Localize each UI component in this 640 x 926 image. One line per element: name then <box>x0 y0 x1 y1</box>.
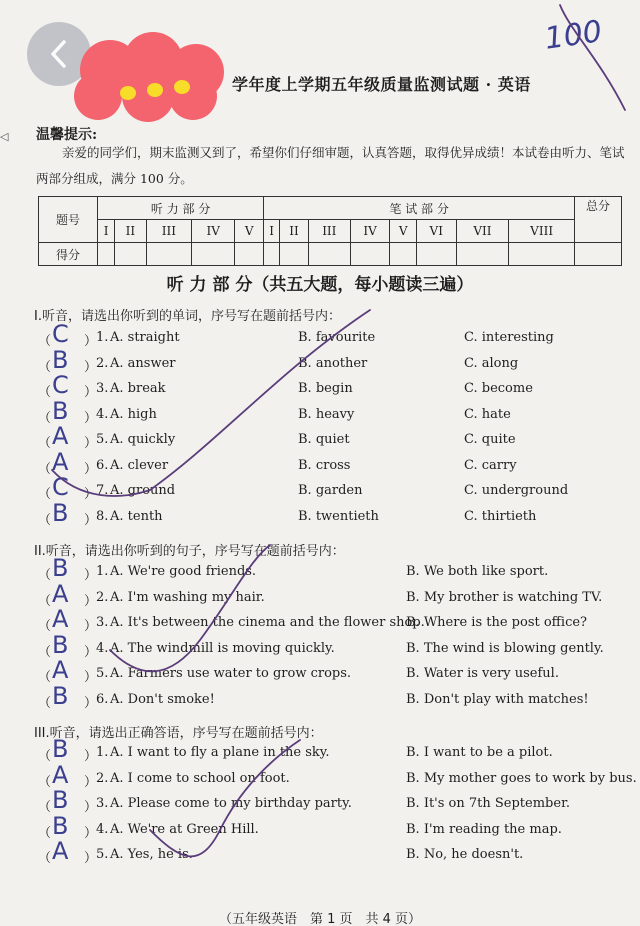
question-row <box>0 579 640 612</box>
question-number: 2. <box>96 589 109 605</box>
answer-letter: A <box>52 579 69 608</box>
answer-letter: B <box>52 681 69 710</box>
option-b: B. another <box>298 355 368 371</box>
open-paren: （ <box>38 695 52 711</box>
option-b: B. No, he doesn't. <box>406 847 524 862</box>
option-c: C. quite <box>464 432 516 447</box>
exam-title: 学年度上学期五年级质量监测试题 · 英语 <box>232 75 531 94</box>
option-a: A. high <box>110 406 157 422</box>
option-c: C. hate <box>464 406 511 422</box>
option-b: B. Where is the post office? <box>406 615 588 630</box>
option-b: B. favourite <box>298 330 376 345</box>
question-number: 4. <box>96 640 109 656</box>
close-paren: ） <box>84 644 98 660</box>
option-c: C. become <box>464 381 533 396</box>
score-cell <box>456 243 509 266</box>
answer-letter: B <box>52 345 69 374</box>
question-number: 7. <box>96 483 109 498</box>
option-a: A. I come to school on foot. <box>110 770 290 786</box>
question-row <box>0 422 640 454</box>
open-paren: （ <box>38 670 52 685</box>
close-paren: ） <box>84 851 98 866</box>
option-a: A. Yes, he is. <box>110 847 193 862</box>
part3-heading: III.听音，请选出正确答语，序号写在题前括号内： <box>34 726 323 741</box>
question-row <box>0 447 640 480</box>
close-paren: ） <box>84 512 98 528</box>
question-row <box>0 811 640 844</box>
question-number: 8. <box>96 508 109 524</box>
section-title: 听 力 部 分（共五大题，每小题读三遍） <box>166 275 474 295</box>
col-label: V <box>390 220 417 243</box>
close-paren: ） <box>84 568 98 583</box>
answer-letter: A <box>52 837 69 865</box>
option-a: A. We're at Green Hill. <box>110 821 259 837</box>
option-b: B. cross <box>298 457 351 473</box>
question-number-label: 题号 <box>39 197 98 243</box>
option-b: B. The wind is blowing gently. <box>406 640 604 656</box>
close-paren: ） <box>84 410 98 426</box>
question-row <box>0 320 640 352</box>
hint-heading: 温馨提示: <box>36 127 98 143</box>
open-paren: （ <box>38 749 52 764</box>
answer-letter: A <box>52 447 69 476</box>
handwritten-score <box>540 0 640 60</box>
page-footer: （五年级英语 第 1 页 共 4 页） <box>218 912 422 926</box>
total-label: 总分 <box>575 197 622 243</box>
score-label: 得分 <box>39 243 98 266</box>
option-b: B. Water is very useful. <box>406 666 559 681</box>
option-a: A. Don't smoke! <box>110 691 215 707</box>
close-paren: ） <box>84 593 98 609</box>
close-paren: ） <box>84 825 98 841</box>
close-paren: ） <box>84 670 98 685</box>
option-c: C. underground <box>464 483 569 498</box>
question-row <box>0 473 640 505</box>
question-number: 4. <box>96 406 109 422</box>
answer-letter: C <box>52 371 69 399</box>
option-a: A. straight <box>110 330 180 345</box>
privacy-sticker <box>58 30 236 122</box>
answer-letter: B <box>52 396 69 425</box>
option-b: B. My mother goes to work by bus. <box>406 770 637 786</box>
question-row <box>0 605 640 637</box>
score-cell <box>115 243 146 266</box>
score-cell <box>264 243 280 266</box>
close-paren: ） <box>84 436 98 451</box>
open-paren: （ <box>38 334 52 349</box>
close-paren: ） <box>84 385 98 400</box>
option-a: A. We're good friends. <box>110 564 257 579</box>
col-label: VI <box>416 220 456 243</box>
col-label: VII <box>456 220 509 243</box>
close-paren: ） <box>84 619 98 634</box>
question-row <box>0 345 640 378</box>
option-b: B. We both like sport. <box>406 564 549 579</box>
score-cell <box>308 243 350 266</box>
question-number: 6. <box>96 457 109 473</box>
score-cell <box>98 243 115 266</box>
question-row <box>0 554 640 586</box>
close-paren: ） <box>84 334 98 349</box>
question-row <box>0 760 640 793</box>
question-row <box>0 837 640 869</box>
option-a: A. clever <box>110 457 169 473</box>
question-row <box>0 656 640 688</box>
score-cell <box>390 243 417 266</box>
option-a: A. ground <box>110 483 176 498</box>
question-number: 5. <box>96 432 109 447</box>
part1-heading: I.听音，请选出你听到的单词，序号写在题前括号内： <box>34 309 341 324</box>
question-number: 1. <box>96 330 109 345</box>
close-paren: ） <box>84 774 98 790</box>
open-paren: （ <box>38 385 52 400</box>
score-cell <box>235 243 264 266</box>
col-label: III <box>308 220 350 243</box>
question-number: 2. <box>96 770 109 786</box>
open-paren: （ <box>38 800 52 815</box>
edge-mark: ◁ <box>0 130 9 143</box>
open-paren: （ <box>38 644 52 660</box>
question-row <box>0 396 640 429</box>
question-number: 6. <box>96 691 109 707</box>
answer-letter: A <box>52 656 69 684</box>
answer-letter: B <box>52 811 69 840</box>
answer-letter: A <box>52 760 69 789</box>
option-a: A. I want to fly a plane in the sky. <box>110 745 330 760</box>
score-cell <box>192 243 235 266</box>
question-number: 4. <box>96 821 109 837</box>
close-paren: ） <box>84 461 98 477</box>
open-paren: （ <box>38 487 52 502</box>
option-b: B. heavy <box>298 406 355 422</box>
answer-letter: B <box>52 630 69 659</box>
answer-letter: B <box>52 554 69 582</box>
answer-letter: C <box>52 320 69 348</box>
col-label: I <box>264 220 280 243</box>
col-label: IV <box>192 220 235 243</box>
option-a: A. break <box>110 381 166 396</box>
score-cell <box>575 243 622 266</box>
option-c: C. interesting <box>464 330 554 345</box>
question-row <box>0 735 640 767</box>
written-label: 笔 试 部 分 <box>264 197 575 220</box>
part2-heading: II.听音，请选出你听到的句子，序号写在题前括号内： <box>34 544 345 559</box>
open-paren: （ <box>38 359 52 375</box>
score-cell <box>416 243 456 266</box>
open-paren: （ <box>38 461 52 477</box>
option-b: B. I'm reading the map. <box>406 821 562 837</box>
close-paren: ） <box>84 487 98 502</box>
option-a: A. tenth <box>110 508 163 524</box>
open-paren: （ <box>38 774 52 790</box>
svg-text:100: 100 <box>542 14 605 57</box>
close-paren: ） <box>84 695 98 711</box>
option-c: C. thirtieth <box>464 508 537 524</box>
score-cell <box>509 243 575 266</box>
option-b: B. twentieth <box>298 508 379 524</box>
answer-letter: B <box>52 498 69 527</box>
question-number: 5. <box>96 666 109 681</box>
option-a: A. Farmers use water to grow crops. <box>110 666 352 681</box>
question-row <box>0 371 640 403</box>
question-number: 5. <box>96 847 109 862</box>
option-b: B. Don't play with matches! <box>406 691 589 707</box>
question-row <box>0 786 640 818</box>
option-a: A. The windmill is moving quickly. <box>110 640 335 656</box>
option-a: A. answer <box>110 355 176 371</box>
question-number: 1. <box>96 745 109 760</box>
option-c: C. along <box>464 355 519 371</box>
question-number: 3. <box>96 796 109 811</box>
answer-letter: C <box>52 473 69 501</box>
close-paren: ） <box>84 749 98 764</box>
score-cell <box>280 243 309 266</box>
col-label: III <box>146 220 192 243</box>
open-paren: （ <box>38 851 52 866</box>
question-number: 2. <box>96 355 109 371</box>
answer-letter: B <box>52 786 69 814</box>
col-label: II <box>115 220 146 243</box>
question-number: 1. <box>96 564 109 579</box>
option-a: A. It's between the cinema and the flower shop. <box>110 615 425 630</box>
col-label: VIII <box>509 220 575 243</box>
option-b: B. My brother is watching TV. <box>406 589 603 605</box>
col-label: II <box>280 220 309 243</box>
option-b: B. I want to be a pilot. <box>406 745 553 760</box>
col-label: I <box>98 220 115 243</box>
answer-letter: A <box>52 422 69 450</box>
hint-body: 亲爱的同学们，期末监测又到了，希望你们仔细审题，认真答题，取得优异成绩！本试卷由听力、笔试两部分组成，满分 100 分。 <box>36 145 625 186</box>
option-c: C. carry <box>464 457 517 473</box>
close-paren: ） <box>84 359 98 375</box>
open-paren: （ <box>38 619 52 634</box>
option-b: B. garden <box>298 483 363 498</box>
close-paren: ） <box>84 800 98 815</box>
open-paren: （ <box>38 825 52 841</box>
answer-letter: B <box>52 735 69 763</box>
option-b: B. It's on 7th September. <box>406 796 570 811</box>
option-a: A. quickly <box>110 432 176 447</box>
open-paren: （ <box>38 512 52 528</box>
answer-letter: A <box>52 605 69 633</box>
question-row <box>0 681 640 714</box>
question-number: 3. <box>96 381 109 396</box>
score-cell <box>146 243 192 266</box>
listening-label: 听 力 部 分 <box>98 197 264 220</box>
col-label: IV <box>350 220 390 243</box>
question-number: 3. <box>96 615 109 630</box>
col-label: V <box>235 220 264 243</box>
open-paren: （ <box>38 410 52 426</box>
option-a: A. I'm washing my hair. <box>110 589 265 605</box>
score-table <box>38 196 622 266</box>
open-paren: （ <box>38 436 52 451</box>
question-row <box>0 630 640 663</box>
option-b: B. quiet <box>298 432 350 447</box>
open-paren: （ <box>38 568 52 583</box>
question-row <box>0 498 640 531</box>
score-cell <box>350 243 390 266</box>
option-b: B. begin <box>298 381 353 396</box>
option-a: A. Please come to my birthday party. <box>110 796 352 811</box>
open-paren: （ <box>38 593 52 609</box>
